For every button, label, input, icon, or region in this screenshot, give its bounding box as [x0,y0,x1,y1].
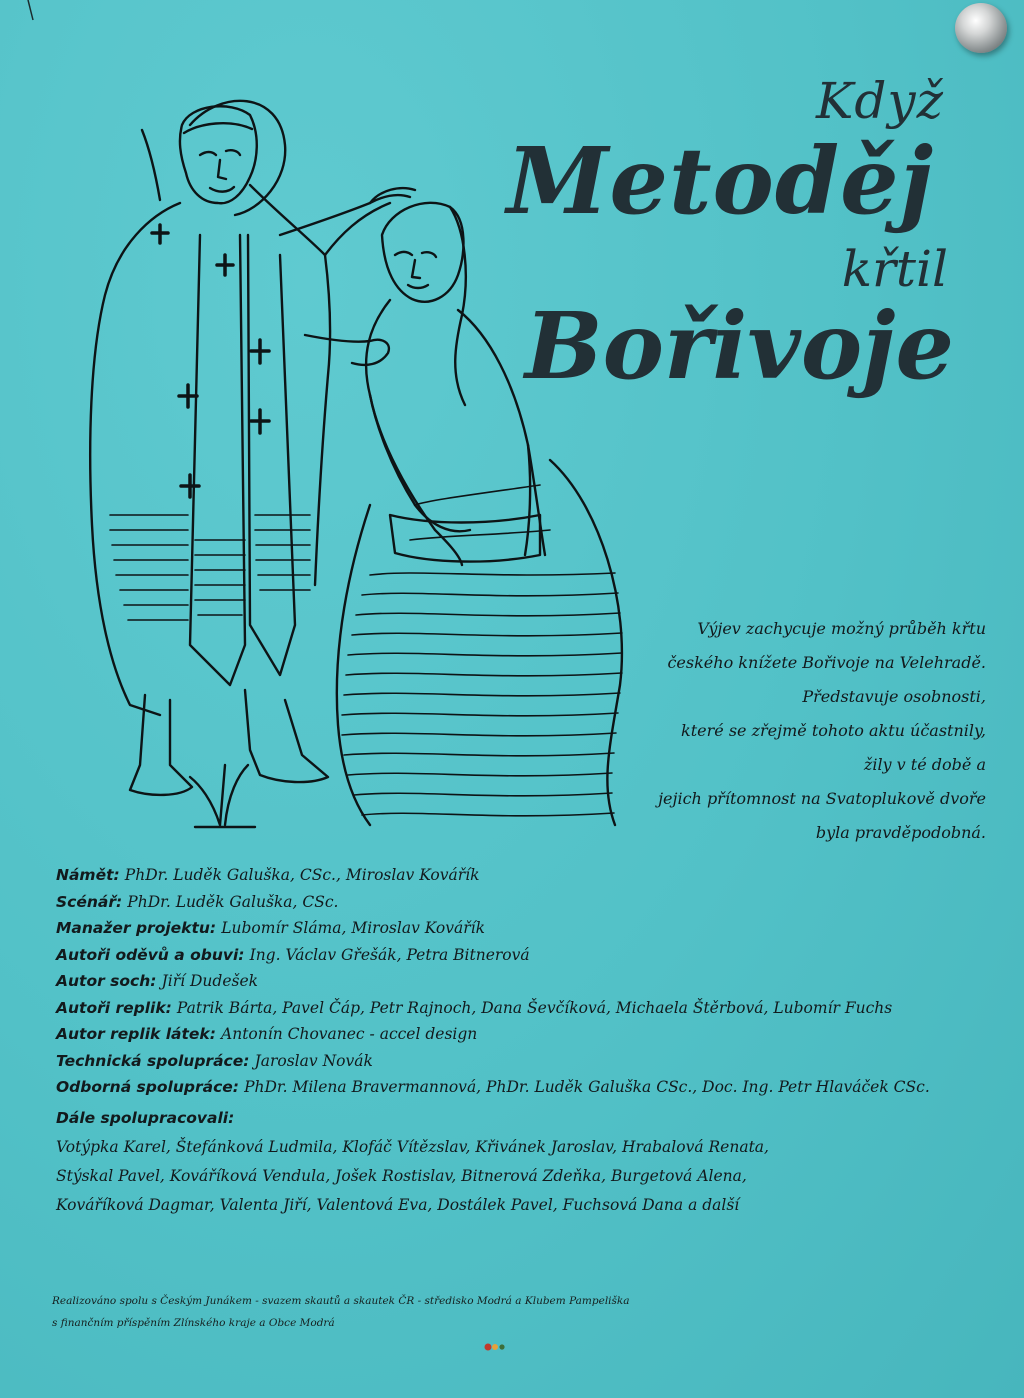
credit-row-latky [56,1021,996,1048]
credit-label: Autoři oděvů a obuvi: [56,945,245,964]
credits-section [56,862,996,1220]
credit-value: PhDr. Luděk Galuška, CSc. [127,892,339,911]
credit-label: Autor replik látek: [56,1025,216,1043]
title-line-kdyz: Když [816,72,944,130]
others-heading: Dále spolupracovali: [56,1108,235,1127]
description-line: Představuje osobnosti, [802,687,986,706]
footer-line-1: Realizováno spolu s Českým Junákem - svazem skautů a skautek ČR - středisko Modrá a Klubem Pampeliška [52,1295,630,1307]
title-line-krtil: křtil [841,240,948,298]
credit-row-odevy [56,942,996,969]
description-line: byla pravděpodobná. [815,823,986,842]
description-line: českého knížete Bořivoje na Velehradě. [667,653,986,672]
halo-icon [190,101,285,215]
credit-row-namet [56,862,996,889]
credit-label: Scénář: [56,892,123,911]
baptism-scene-drawing [70,85,640,845]
description-line: které se zřejmě tohoto aktu účastnily, [681,721,986,740]
description-line: Výjev zachycuje možný průběh křtu [697,619,986,638]
credit-value: Ing. Václav Gřešák, Petra Bitnerová [249,945,530,964]
credit-label: Manažer projektu: [56,919,217,937]
credit-label: Autoři replik: [56,998,172,1017]
credit-value: PhDr. Luděk Galuška, CSc., Miroslav Kovářík [124,866,480,884]
credit-row-sochy [56,968,996,995]
footer-note [52,1290,630,1334]
credit-row-technicka [56,1048,996,1075]
credit-value: PhDr. Milena Bravermannová, PhDr. Luděk Galuška CSc., Doc. Ing. Petr Hlaváček CSc. [244,1078,930,1096]
credit-row-repliky [56,995,996,1022]
others-line: Stýskal Pavel, Kováříková Vendula, Jošek Rostislav, Bitnerová Zdeňka, Burgetová Alena, [56,1166,747,1185]
cross-icon [152,225,269,497]
others-line: Votýpka Karel, Štefánková Ludmila, Klofáč Vítězslav, Křivánek Jaroslav, Hrabalová Renata, [56,1137,769,1156]
credit-value: Antonín Chovanec - accel design [221,1025,478,1043]
credit-value: Jaroslav Novák [254,1051,373,1070]
credit-row-scenar [56,889,996,916]
scene-description [566,612,986,850]
credit-label: Námět: [56,866,120,884]
credit-label: Autor soch: [56,972,157,990]
others-line: Kováříková Dagmar, Valenta Jiří, Valentová Eva, Dostálek Pavel, Fuchsová Dana a další [56,1195,740,1214]
credit-label: Odborná spolupráce: [56,1078,239,1096]
credit-value: Lubomír Sláma, Miroslav Kovářík [221,919,486,937]
description-line: žily v té době a [863,755,986,774]
footer-line-2: s finančním příspěním Zlínského kraje a Obce Modrá [52,1317,335,1329]
description-line: jejich přítomnost na Svatoplukově dvoře [658,789,986,808]
small-logo-icon [480,1338,510,1350]
push-pin-icon [955,3,1007,53]
credit-row-odborna [56,1074,996,1101]
credit-row-manazer [56,915,996,942]
credit-label: Technická spolupráce: [56,1051,250,1070]
title-line-borivoje: Bořivoje [524,292,954,400]
corner-mark [26,0,36,22]
credit-value: Patrik Bárta, Pavel Čáp, Petr Rajnoch, Dana Ševčíková, Michaela Štěrbová, Lubomír Fuchs [176,998,893,1017]
title-line-metodej: Metoděj [506,127,934,235]
credit-value: Jiří Dudešek [161,972,259,990]
